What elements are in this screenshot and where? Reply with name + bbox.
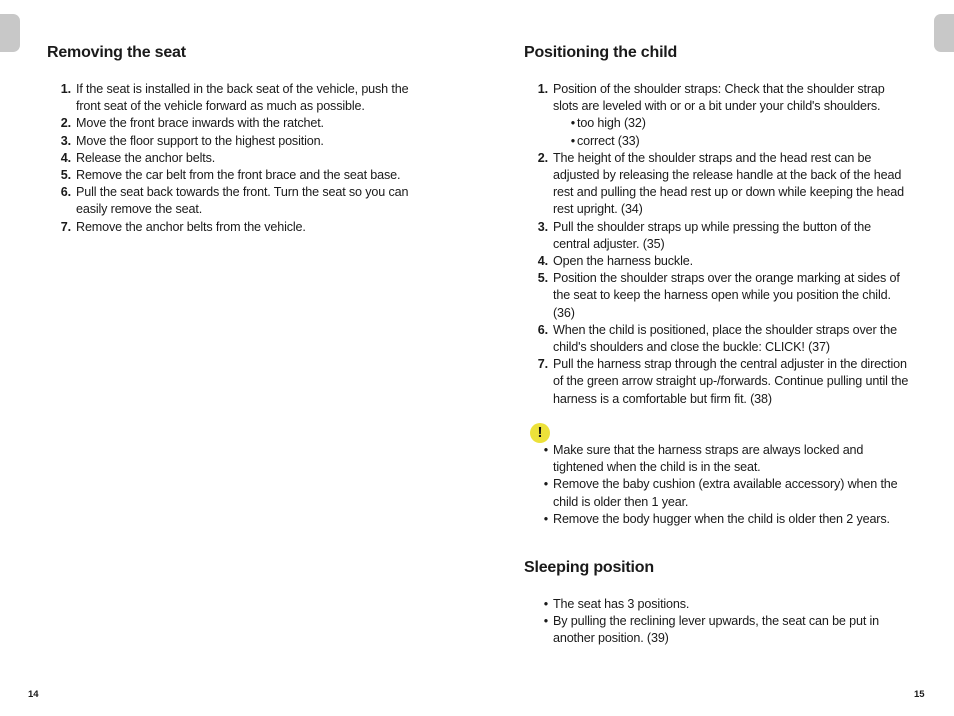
warning-text: Make sure that the harness straps are always locked and tightened when the child is in the seat. (553, 443, 864, 475)
list-item (524, 81, 909, 150)
step-number: 7. (537, 357, 548, 372)
sleeping-position-heading: Sleeping position (524, 559, 654, 576)
step-number: 6. (60, 185, 71, 200)
step-number: 3. (60, 133, 71, 148)
list-item (524, 322, 909, 356)
list-item (47, 219, 432, 236)
step-number: 2. (537, 150, 548, 165)
warning-list (524, 442, 909, 528)
step-text: Open the harness buckle. (553, 254, 693, 269)
warning-icon: ! (530, 423, 550, 443)
bullet-icon: • (543, 443, 548, 457)
positioning-steps (524, 81, 909, 408)
step-number: 4. (537, 254, 548, 269)
sub-item-text: too high (32) (577, 116, 646, 131)
bullet-icon: • (570, 133, 575, 148)
bullet-icon: • (543, 597, 548, 611)
list-item (47, 133, 432, 150)
sleeping-text: The seat has 3 positions. (553, 597, 690, 611)
sleeping-list (524, 596, 909, 648)
step-text: Remove the car belt from the front brace and the seat base. (76, 168, 401, 183)
bullet-icon: • (570, 116, 575, 131)
page-number-left: 14 (28, 689, 39, 700)
list-item (524, 270, 909, 322)
list-item (47, 81, 432, 115)
sub-item-text: correct (33) (577, 133, 640, 148)
step-text: If the seat is installed in the back seat of the vehicle, push the front seat of the vehicle forward as much as possible. (76, 82, 409, 114)
step-text: Remove the anchor belts from the vehicle. (76, 219, 306, 234)
page-number-right: 15 (914, 689, 925, 700)
list-item (47, 150, 432, 167)
list-item (524, 596, 909, 613)
left-edge-tab (0, 14, 20, 52)
step-number: 6. (537, 322, 548, 337)
step-text: Move the front brace inwards with the ratchet. (76, 116, 324, 131)
step-number: 4. (60, 150, 71, 165)
step-number: 5. (60, 168, 71, 183)
step-text: Position the shoulder straps over the orange marking at sides of the seat to keep the harness open while you position the child. (36) (553, 271, 900, 320)
list-item (524, 613, 909, 647)
sub-list (553, 115, 909, 149)
sub-list-item (553, 133, 909, 150)
warning-text: Remove the body hugger when the child is older then 2 years. (553, 511, 890, 526)
step-text: Release the anchor belts. (76, 150, 216, 165)
step-number: 2. (60, 116, 71, 131)
step-number: 5. (537, 271, 548, 286)
step-number: 3. (537, 219, 548, 234)
list-item (524, 442, 909, 476)
sub-list-item (553, 115, 909, 132)
right-edge-tab (934, 14, 954, 52)
list-item (524, 253, 909, 270)
list-item (524, 476, 909, 510)
step-number: 7. (60, 219, 71, 234)
step-text: Move the floor support to the highest position. (76, 133, 324, 148)
step-number: 1. (537, 82, 548, 96)
removing-seat-steps (47, 81, 432, 236)
list-item (524, 511, 909, 528)
step-text: Pull the shoulder straps up while pressing the button of the central adjuster. (35) (553, 219, 871, 251)
step-text: The height of the shoulder straps and the head rest can be adjusted by releasing the release handle at the back of the head rest and pulling the head rest up or down while keeping the head rest upright. (34) (553, 150, 904, 217)
list-item (524, 150, 909, 219)
step-text: When the child is positioned, place the shoulder straps over the child's shoulders and close the buckle: CLICK! (37) (553, 322, 897, 355)
list-item (524, 219, 909, 253)
bullet-icon: • (543, 614, 548, 629)
list-item (47, 184, 432, 218)
list-item (47, 115, 432, 132)
positioning-child-heading: Positioning the child (524, 44, 678, 61)
list-item (47, 167, 432, 184)
step-number: 1. (60, 82, 71, 96)
step-text: Position of the shoulder straps: Check that the shoulder strap slots are leveled with or or a bit under your child's shoulders. (553, 82, 885, 114)
removing-seat-heading: Removing the seat (47, 44, 186, 61)
bullet-icon: • (543, 477, 548, 492)
step-text: Pull the harness strap through the central adjuster in the direction of the green arrow straight up-/forwards. Continue pulling until the harness is a comfortable but firm fit. (38) (553, 357, 909, 406)
list-item (524, 356, 909, 408)
bullet-icon: • (543, 511, 548, 526)
warning-text: Remove the baby cushion (extra available accessory) when the child is older then 1 year. (553, 477, 898, 509)
step-text: Pull the seat back towards the front. Turn the seat so you can easily remove the seat. (76, 185, 409, 217)
sleeping-text: By pulling the reclining lever upwards, the seat can be put in another position. (39) (553, 614, 880, 646)
